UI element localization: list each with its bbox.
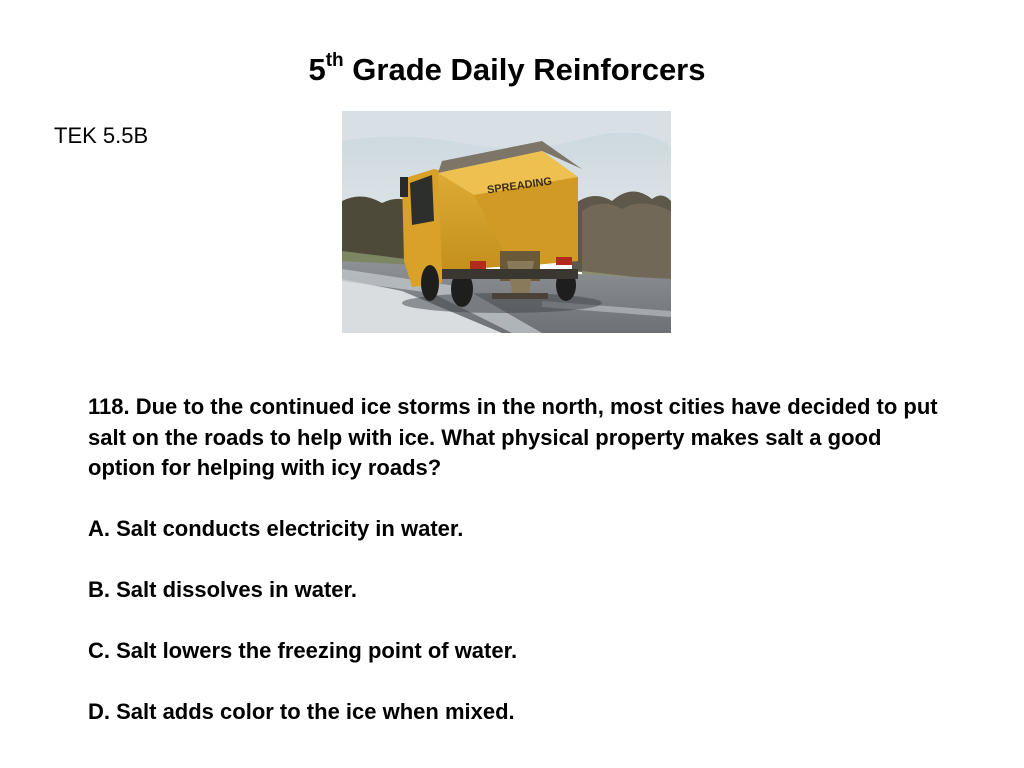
title-superscript: th <box>325 49 344 71</box>
salt-spreader-truck-photo <box>342 111 671 333</box>
choice-d: D. Salt adds color to the ice when mixed. <box>88 699 515 724</box>
question-block <box>88 392 948 728</box>
question-text: 118. Due to the continued ice storms in the north, most cities have decided to put salt on the roads to help with ice. What physical property makes salt a good option for helping with icy roads? <box>88 394 938 480</box>
tek-label: TEK 5.5B <box>54 123 149 148</box>
page-title <box>0 50 1014 90</box>
title-rest: Grade Daily Reinforcers <box>343 52 706 87</box>
choice-c: C. Salt lowers the freezing point of water. <box>88 638 518 663</box>
choice-b: B. Salt dissolves in water. <box>88 577 357 602</box>
truck-lettering: SPREADING <box>486 175 553 197</box>
choice-a: A. Salt conducts electricity in water. <box>88 516 464 541</box>
title-number: 5 <box>308 52 326 87</box>
